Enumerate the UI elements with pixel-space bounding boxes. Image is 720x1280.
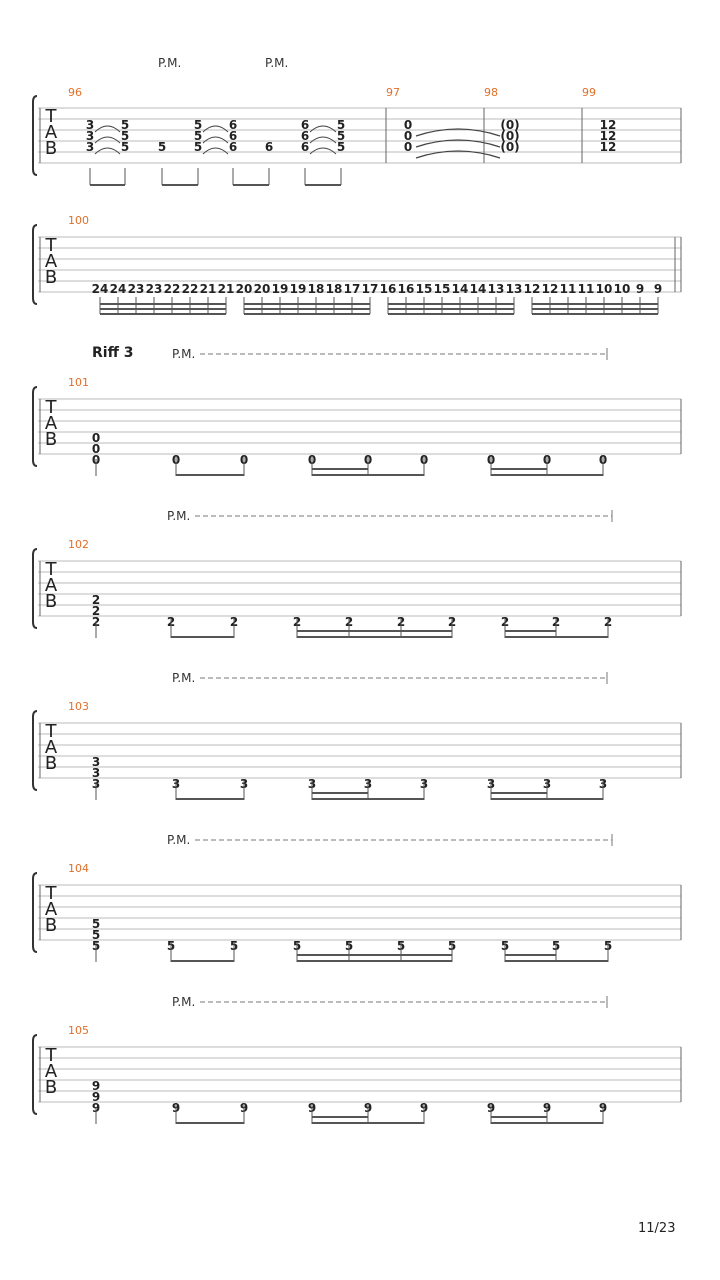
fret-number: 0 bbox=[363, 453, 373, 467]
fret-number: 9 bbox=[363, 1101, 373, 1115]
fret-number: 9 bbox=[91, 1101, 101, 1115]
tab-clef-b: B bbox=[44, 429, 58, 450]
palm-mute-label: P.M. bbox=[158, 56, 182, 70]
fret-number: 11 bbox=[577, 282, 595, 296]
fret-number: (0) bbox=[500, 140, 520, 154]
fret-number: 9 bbox=[239, 1101, 249, 1115]
fret-number: 3 bbox=[542, 777, 552, 791]
system-bracket bbox=[33, 873, 37, 952]
fret-number: 24 bbox=[91, 282, 109, 296]
fret-number: 12 bbox=[599, 129, 617, 143]
fret-number: 10 bbox=[613, 282, 631, 296]
fret-number: 6 bbox=[300, 129, 310, 143]
tab-clef-a: A bbox=[44, 413, 58, 434]
fret-number: 12 bbox=[599, 140, 617, 154]
measure-number: 96 bbox=[68, 86, 82, 99]
system-bracket bbox=[33, 549, 37, 628]
fret-number: 9 bbox=[635, 282, 645, 296]
slur bbox=[95, 137, 120, 143]
fret-number: 2 bbox=[91, 593, 101, 607]
fret-number: 19 bbox=[271, 282, 289, 296]
fret-number: 21 bbox=[199, 282, 217, 296]
fret-number: 5 bbox=[500, 939, 510, 953]
fret-number: 5 bbox=[603, 939, 613, 953]
palm-mute-label: P.M. bbox=[265, 56, 289, 70]
system-bracket bbox=[33, 225, 37, 304]
fret-number: 15 bbox=[433, 282, 451, 296]
fret-number: 0 bbox=[91, 453, 101, 467]
tab-clef-a: A bbox=[44, 251, 58, 272]
fret-number: 5 bbox=[336, 129, 346, 143]
fret-number: 5 bbox=[166, 939, 176, 953]
fret-number: 5 bbox=[229, 939, 239, 953]
page-number: 11/23 bbox=[638, 1221, 676, 1236]
fret-number: 21 bbox=[217, 282, 235, 296]
tab-clef-b: B bbox=[44, 1077, 58, 1098]
fret-number: 0 bbox=[91, 442, 101, 456]
fret-number: 3 bbox=[486, 777, 496, 791]
palm-mute-label: P.M. bbox=[167, 833, 191, 847]
fret-number: 2 bbox=[551, 615, 561, 629]
measure-number: 100 bbox=[68, 214, 89, 227]
slur bbox=[95, 148, 120, 154]
fret-number: 0 bbox=[403, 118, 413, 132]
fret-number: 3 bbox=[419, 777, 429, 791]
fret-number: 6 bbox=[300, 140, 310, 154]
fret-number: 5 bbox=[91, 928, 101, 942]
fret-number: 2 bbox=[396, 615, 406, 629]
measure-number: 104 bbox=[68, 862, 89, 875]
fret-number: 0 bbox=[91, 431, 101, 445]
measure-number: 105 bbox=[68, 1024, 89, 1037]
fret-number: (0) bbox=[500, 129, 520, 143]
fret-number: 17 bbox=[361, 282, 379, 296]
tab-clef-t: T bbox=[45, 397, 57, 418]
fret-number: 2 bbox=[344, 615, 354, 629]
fret-number: 6 bbox=[228, 140, 238, 154]
fret-number: 13 bbox=[505, 282, 523, 296]
slur bbox=[203, 148, 228, 154]
tab-clef-t: T bbox=[45, 106, 57, 127]
tab-clef-a: A bbox=[44, 575, 58, 596]
riff-label: Riff 3 bbox=[92, 345, 134, 361]
measure-number: 99 bbox=[582, 86, 596, 99]
fret-number: 3 bbox=[171, 777, 181, 791]
palm-mute-label: P.M. bbox=[172, 995, 196, 1009]
fret-number: 9 bbox=[91, 1079, 101, 1093]
fret-number: 0 bbox=[419, 453, 429, 467]
fret-number: 3 bbox=[307, 777, 317, 791]
tab-clef-b: B bbox=[44, 753, 58, 774]
fret-number: 22 bbox=[163, 282, 181, 296]
fret-number: 24 bbox=[109, 282, 127, 296]
fret-number: 15 bbox=[415, 282, 433, 296]
fret-number: 5 bbox=[193, 118, 203, 132]
fret-number: 9 bbox=[653, 282, 663, 296]
slur bbox=[310, 137, 336, 143]
slur bbox=[203, 137, 228, 143]
fret-number: 20 bbox=[253, 282, 271, 296]
tab-clef-b: B bbox=[44, 591, 58, 612]
fret-number: 5 bbox=[193, 140, 203, 154]
measure-number: 102 bbox=[68, 538, 89, 551]
fret-number: 22 bbox=[181, 282, 199, 296]
fret-number: 17 bbox=[343, 282, 361, 296]
fret-number: 9 bbox=[542, 1101, 552, 1115]
fret-number: 5 bbox=[336, 118, 346, 132]
fret-number: 0 bbox=[542, 453, 552, 467]
fret-number: 5 bbox=[120, 129, 130, 143]
fret-number: 5 bbox=[344, 939, 354, 953]
fret-number: 14 bbox=[451, 282, 469, 296]
system-bracket bbox=[33, 96, 37, 175]
palm-mute-label: P.M. bbox=[167, 509, 191, 523]
fret-number: 2 bbox=[91, 604, 101, 618]
fret-number: 2 bbox=[166, 615, 176, 629]
fret-number: 5 bbox=[91, 917, 101, 931]
palm-mute-label: P.M. bbox=[172, 671, 196, 685]
fret-number: 19 bbox=[289, 282, 307, 296]
measure-number: 97 bbox=[386, 86, 400, 99]
fret-number: 2 bbox=[229, 615, 239, 629]
fret-number: 2 bbox=[500, 615, 510, 629]
fret-number: 9 bbox=[486, 1101, 496, 1115]
fret-number: 3 bbox=[91, 777, 101, 791]
fret-number: 9 bbox=[307, 1101, 317, 1115]
fret-number: 3 bbox=[85, 118, 95, 132]
fret-number: 0 bbox=[171, 453, 181, 467]
fret-number: 16 bbox=[397, 282, 415, 296]
palm-mute-label: P.M. bbox=[172, 347, 196, 361]
fret-number: 0 bbox=[239, 453, 249, 467]
fret-number: 3 bbox=[85, 129, 95, 143]
fret-number: (0) bbox=[500, 118, 520, 132]
fret-number: 6 bbox=[300, 118, 310, 132]
tab-clef-a: A bbox=[44, 1061, 58, 1082]
fret-number: 2 bbox=[447, 615, 457, 629]
fret-number: 9 bbox=[598, 1101, 608, 1115]
tab-clef-t: T bbox=[45, 721, 57, 742]
fret-number: 5 bbox=[120, 118, 130, 132]
fret-number: 2 bbox=[603, 615, 613, 629]
fret-number: 3 bbox=[239, 777, 249, 791]
measure-number: 98 bbox=[484, 86, 498, 99]
fret-number: 3 bbox=[598, 777, 608, 791]
slur bbox=[310, 126, 336, 132]
system-bracket bbox=[33, 387, 37, 466]
fret-number: 2 bbox=[91, 615, 101, 629]
tab-clef-a: A bbox=[44, 122, 58, 143]
fret-number: 3 bbox=[91, 766, 101, 780]
tab-clef-a: A bbox=[44, 737, 58, 758]
slur bbox=[310, 148, 336, 154]
fret-number: 14 bbox=[469, 282, 487, 296]
fret-number: 12 bbox=[523, 282, 541, 296]
fret-number: 3 bbox=[91, 755, 101, 769]
slur bbox=[203, 126, 228, 132]
system-bracket bbox=[33, 711, 37, 790]
fret-number: 20 bbox=[235, 282, 253, 296]
fret-number: 9 bbox=[91, 1090, 101, 1104]
fret-number: 5 bbox=[336, 140, 346, 154]
tab-clef-t: T bbox=[45, 235, 57, 256]
fret-number: 5 bbox=[292, 939, 302, 953]
measure-number: 103 bbox=[68, 700, 89, 713]
fret-number: 0 bbox=[403, 140, 413, 154]
fret-number: 5 bbox=[91, 939, 101, 953]
fret-number: 6 bbox=[264, 140, 274, 154]
fret-number: 16 bbox=[379, 282, 397, 296]
tab-clef-b: B bbox=[44, 915, 58, 936]
tab-clef-a: A bbox=[44, 899, 58, 920]
fret-number: 12 bbox=[599, 118, 617, 132]
fret-number: 0 bbox=[486, 453, 496, 467]
fret-number: 18 bbox=[325, 282, 343, 296]
fret-number: 5 bbox=[157, 140, 167, 154]
measure-number: 101 bbox=[68, 376, 89, 389]
fret-number: 0 bbox=[307, 453, 317, 467]
fret-number: 5 bbox=[193, 129, 203, 143]
fret-number: 12 bbox=[541, 282, 559, 296]
fret-number: 0 bbox=[598, 453, 608, 467]
fret-number: 5 bbox=[447, 939, 457, 953]
fret-number: 23 bbox=[145, 282, 163, 296]
fret-number: 18 bbox=[307, 282, 325, 296]
tab-clef-t: T bbox=[45, 559, 57, 580]
tab-clef-t: T bbox=[45, 1045, 57, 1066]
fret-number: 10 bbox=[595, 282, 613, 296]
fret-number: 11 bbox=[559, 282, 577, 296]
fret-number: 9 bbox=[419, 1101, 429, 1115]
fret-number: 3 bbox=[363, 777, 373, 791]
slur bbox=[95, 126, 120, 132]
tab-clef-t: T bbox=[45, 883, 57, 904]
fret-number: 3 bbox=[85, 140, 95, 154]
fret-number: 5 bbox=[396, 939, 406, 953]
system-bracket bbox=[33, 1035, 37, 1114]
fret-number: 5 bbox=[120, 140, 130, 154]
fret-number: 5 bbox=[551, 939, 561, 953]
fret-number: 6 bbox=[228, 129, 238, 143]
fret-number: 6 bbox=[228, 118, 238, 132]
tab-clef-b: B bbox=[44, 267, 58, 288]
fret-number: 23 bbox=[127, 282, 145, 296]
fret-number: 2 bbox=[292, 615, 302, 629]
fret-number: 9 bbox=[171, 1101, 181, 1115]
tab-clef-b: B bbox=[44, 138, 58, 159]
fret-number: 0 bbox=[403, 129, 413, 143]
fret-number: 13 bbox=[487, 282, 505, 296]
